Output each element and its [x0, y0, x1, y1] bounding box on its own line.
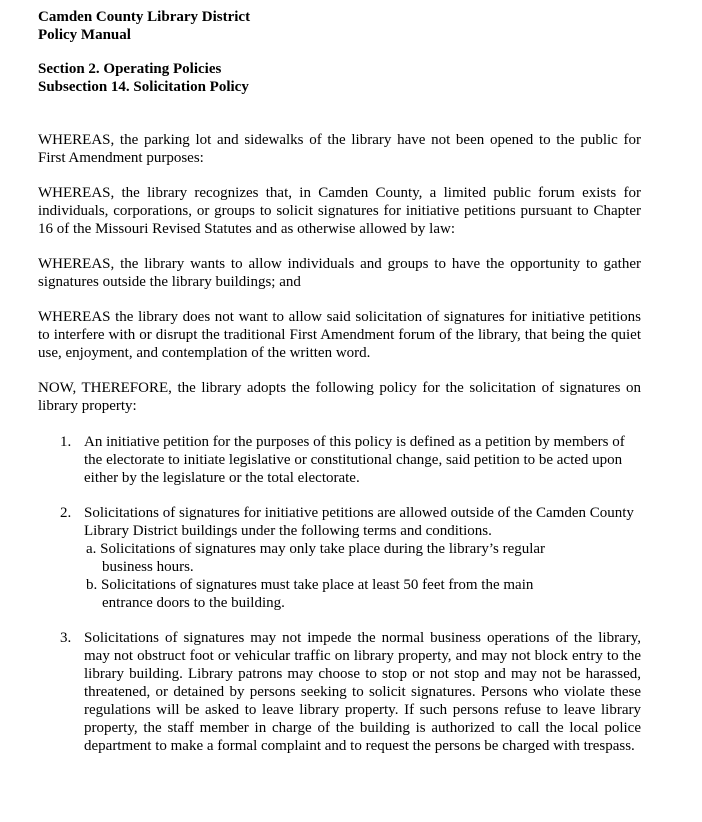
sub-item — [84, 576, 572, 612]
list-item-text: Solicitations of signatures for initiative petitions are allowed outside of the Camden County Library District buildings under the following terms and conditions. — [84, 505, 634, 539]
document-header — [38, 8, 641, 96]
list-item-text: An initiative petition for the purposes of this policy is defined as a petition by members of the electorate to initiate legislative or constitutional change, said petition to be acted upon either by the legislature or the total electorate. — [84, 434, 625, 486]
list-item-number: 1. — [60, 434, 72, 450]
sub-item-label: b. — [86, 577, 98, 593]
whereas-paragraph-1: WHEREAS, the parking lot and sidewalks of the library have not been opened to the public for First Amendment purposes: — [38, 132, 641, 166]
manual-title: Policy Manual — [38, 27, 131, 43]
policy-list — [38, 433, 641, 755]
list-item — [38, 629, 641, 755]
list-item — [38, 504, 641, 612]
list-item — [38, 433, 641, 487]
section-title: Section 2. Operating Policies — [38, 61, 222, 77]
whereas-paragraph-2: WHEREAS, the library recognizes that, in Camden County, a limited public forum exists for individuals, corporations, or groups to solicit signatures for initiative petitions pursuant to Chapter 16 of the Missouri Revised Statutes and as otherwise allowed by law: — [38, 185, 641, 237]
org-name: Camden County Library District — [38, 9, 251, 25]
list-item-number: 3. — [60, 630, 72, 646]
subsection-title: Subsection 14. Solicitation Policy — [38, 79, 249, 95]
policy-document — [38, 8, 641, 755]
whereas-paragraph-3: WHEREAS, the library wants to allow individuals and groups to have the opportunity to gather signatures outside the library buildings; and — [38, 256, 641, 290]
sub-item — [84, 540, 572, 576]
sub-item-label: a. — [86, 541, 97, 557]
list-item-text: Solicitations of signatures may not impede the normal business operations of the library, may not obstruct foot or vehicular traffic on library property, and may not block entry to the library building. Library patrons may choose to stop or not stop and may not be harassed, threatened, or detained by persons seeking to solicit signatures. Persons who violate these regulations will be asked to leave library property. If such persons refuse to leave library property, the staff member in charge of the building is authorized to call the local police department to make a formal complaint and to request the persons be charged with trespass. — [84, 630, 641, 754]
therefore-paragraph: NOW, THEREFORE, the library adopts the following policy for the solicitation of signatures on library property: — [38, 380, 641, 414]
sub-item-text: Solicitations of signatures may only take place during the library’s regular business hours. — [100, 541, 546, 575]
whereas-paragraph-4: WHEREAS the library does not want to allow said solicitation of signatures for initiative petitions to interfere with or disrupt the traditional First Amendment forum of the library, that being the quiet use, enjoyment, and contemplation of the written word. — [38, 309, 641, 361]
sub-item-text: Solicitations of signatures must take place at least 50 feet from the main entrance doors to the building. — [101, 577, 534, 611]
list-item-number: 2. — [60, 505, 72, 521]
